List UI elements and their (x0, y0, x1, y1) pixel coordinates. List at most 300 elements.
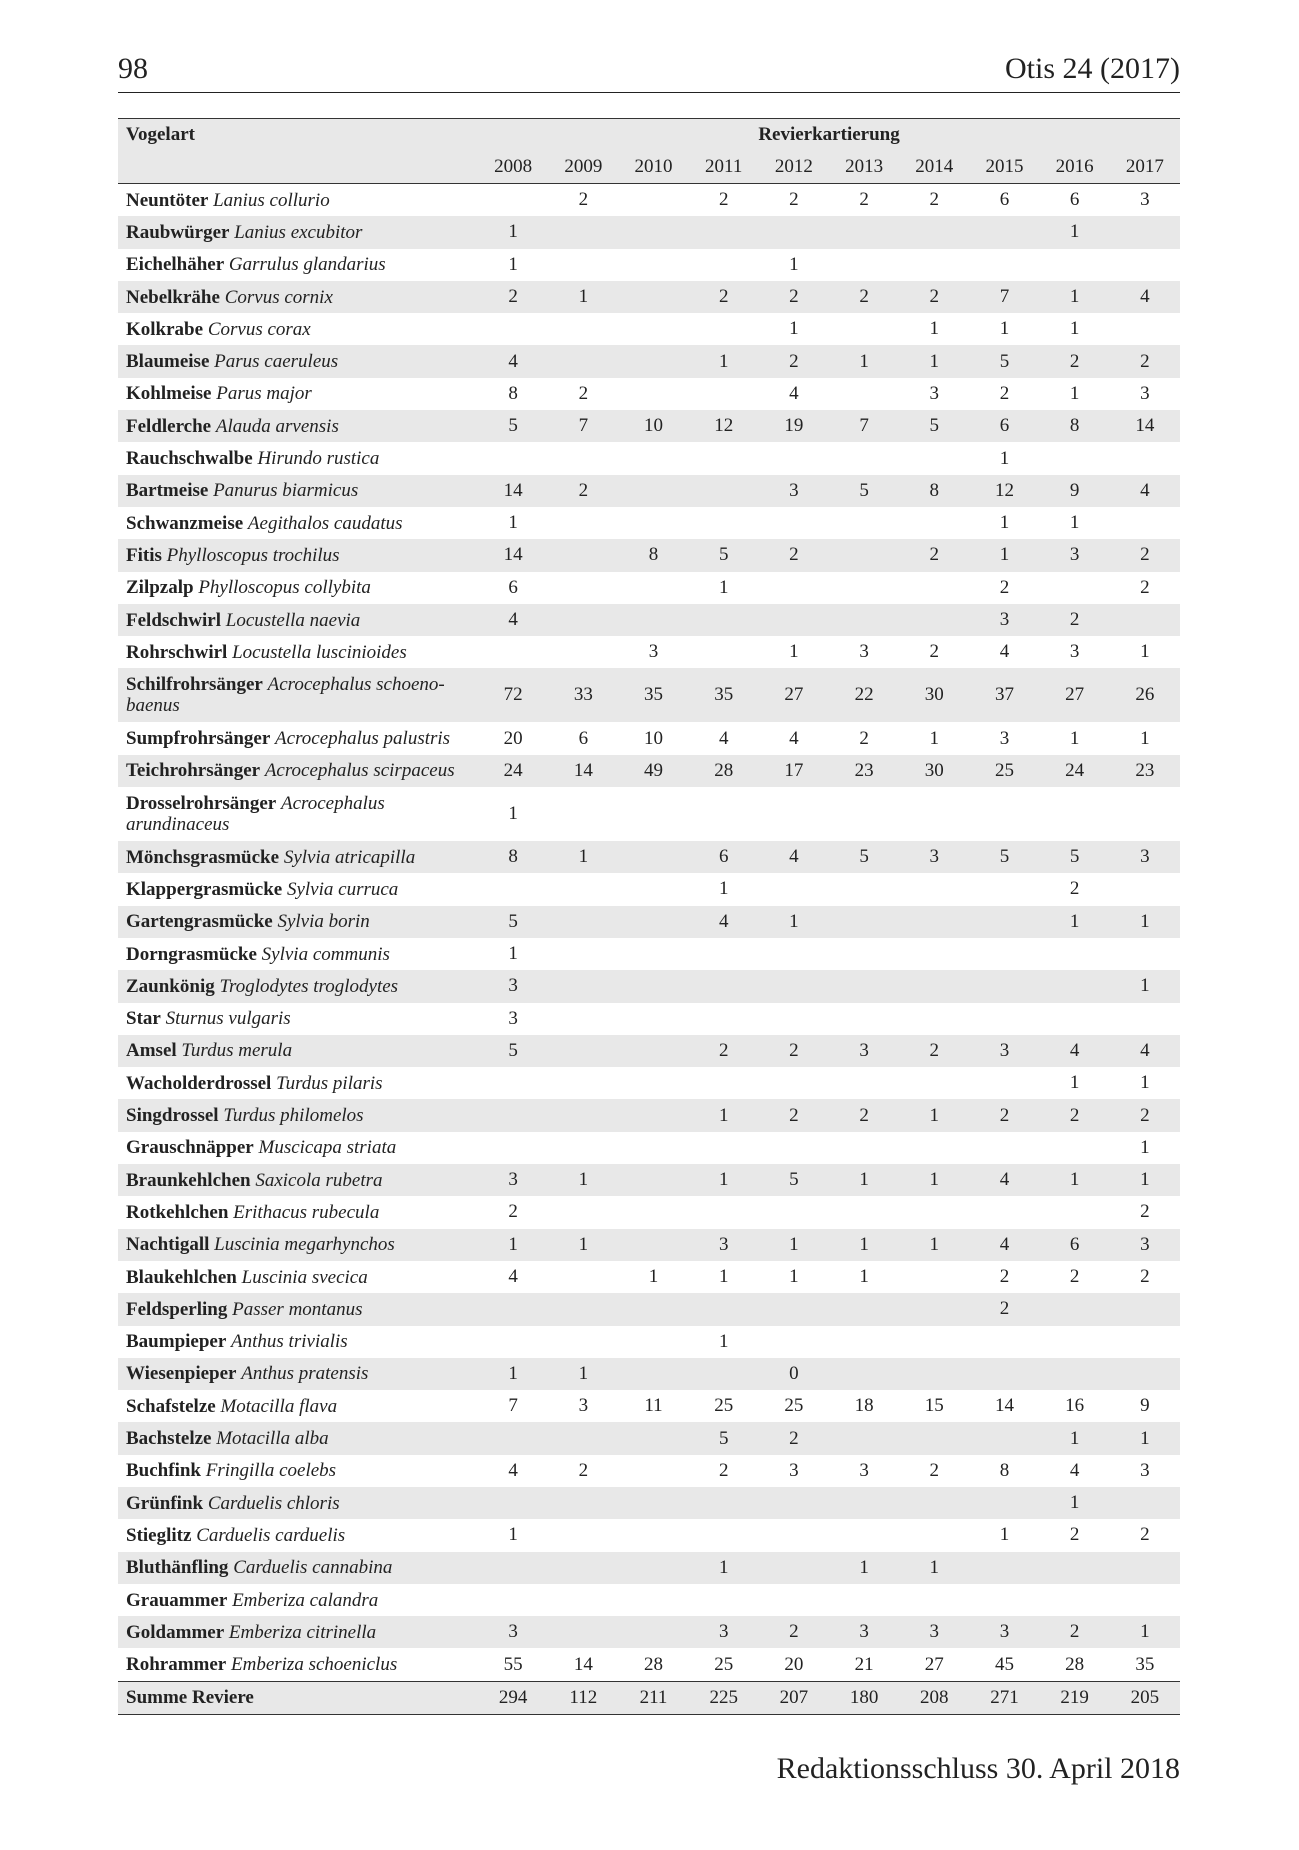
species-latin-name: Sylvia curruca (286, 878, 399, 900)
count-cell-2010 (618, 1164, 688, 1196)
count-cell-2009 (548, 906, 618, 938)
count-cell-2013 (829, 1067, 899, 1099)
species-cell (118, 1487, 478, 1519)
count-cell-2009: 1 (548, 1229, 618, 1261)
table-row (118, 1519, 1180, 1551)
count-cell-2009 (548, 507, 618, 539)
count-cell-2015: 3 (969, 1035, 1039, 1067)
count-cell-2017 (1110, 604, 1180, 636)
count-cell-2015 (969, 1552, 1039, 1584)
count-cell-2011: 25 (714, 1395, 734, 1417)
count-cell-2010: 49 (618, 755, 688, 787)
species-cell (118, 1164, 478, 1196)
count-cell-2012 (759, 1326, 829, 1358)
count-cell-2012: 5 (759, 1164, 829, 1196)
count-cell-2017 (1110, 313, 1180, 345)
count-cell-2009 (548, 1326, 618, 1358)
count-cell-2015: 1 (999, 1524, 1010, 1546)
count-cell-2008: 5 (478, 410, 548, 442)
count-cell-2010: 10 (644, 727, 663, 749)
count-cell-2011 (689, 1358, 759, 1390)
count-cell-2016 (1040, 1326, 1110, 1358)
count-cell-2009 (548, 970, 618, 1002)
count-cell-2017: 1 (1110, 906, 1180, 938)
count-cell-2015 (969, 1132, 1039, 1164)
count-cell-2017: 1 (1110, 1616, 1180, 1648)
count-cell-2010 (618, 345, 688, 377)
count-cell-2014: 5 (899, 410, 969, 442)
count-cell-2008: 4 (508, 1459, 518, 1481)
species-latin-name: Erithacus rubecula (233, 1201, 380, 1223)
species-latin-name: Passer montanus (232, 1298, 363, 1320)
count-cell-2009 (548, 572, 618, 604)
count-cell-2008: 3 (478, 1616, 548, 1648)
count-cell-2016: 1 (1069, 382, 1080, 404)
table-row (118, 787, 1180, 841)
sum-cell-2014: 208 (899, 1681, 969, 1714)
count-cell-2009: 1 (548, 1164, 618, 1196)
count-cell-2010 (618, 281, 688, 313)
count-cell-2016 (1040, 1132, 1110, 1164)
count-cell-2017: 1 (1110, 1422, 1180, 1454)
count-cell-2013 (829, 1326, 899, 1358)
count-cell-2008 (478, 636, 548, 668)
count-cell-2013 (829, 1584, 899, 1616)
count-cell-2012 (759, 604, 829, 636)
count-cell-2011: 12 (689, 410, 759, 442)
species-cell (118, 604, 478, 636)
species-latin-name: Motacilla alba (216, 1428, 329, 1450)
count-cell-2013: 23 (829, 755, 899, 787)
count-cell-2016: 1 (1069, 727, 1080, 749)
count-cell-2010 (618, 475, 688, 507)
count-cell-2010 (618, 572, 688, 604)
species-german-name: Grauschnäpper (126, 1137, 254, 1159)
count-cell-2008: 24 (478, 755, 548, 787)
table-row (118, 1293, 1180, 1325)
count-cell-2012: 2 (759, 1422, 829, 1454)
count-cell-2016 (1040, 1358, 1110, 1390)
species-german-name: Bluthänfling (126, 1557, 229, 1579)
species-german-name: Grauammer (126, 1589, 228, 1611)
count-cell-2015: 2 (969, 1293, 1039, 1325)
sum-cell-2016: 219 (1040, 1681, 1110, 1714)
count-cell-2010: 35 (618, 668, 688, 722)
table-row (118, 216, 1180, 248)
count-cell-2009: 3 (578, 1395, 589, 1417)
table-row (118, 970, 1180, 1002)
species-cell (118, 1584, 478, 1616)
count-cell-2016: 2 (1069, 1524, 1080, 1546)
count-cell-2008: 5 (478, 906, 548, 938)
count-cell-2012 (759, 1293, 829, 1325)
count-cell-2008 (478, 313, 548, 345)
count-cell-2014: 30 (899, 755, 969, 787)
count-cell-2011 (689, 787, 759, 841)
count-cell-2009 (548, 216, 618, 248)
species-cell (118, 873, 478, 905)
count-cell-2017: 1 (1110, 970, 1180, 1002)
table-row (118, 1003, 1180, 1035)
count-cell-2014 (899, 1132, 969, 1164)
count-cell-2010 (618, 1519, 688, 1551)
count-cell-2016: 1 (1069, 1072, 1080, 1094)
count-cell-2010 (618, 1487, 688, 1519)
table-row (118, 1099, 1180, 1131)
table-row (118, 410, 1180, 442)
count-cell-2014: 27 (924, 1653, 944, 1675)
table-row (118, 1455, 1180, 1487)
count-cell-2013 (829, 1196, 899, 1228)
count-cell-2015 (969, 873, 1039, 905)
count-cell-2015: 2 (999, 1266, 1010, 1288)
count-cell-2010 (618, 1293, 688, 1325)
count-cell-2015: 5 (969, 841, 1039, 873)
species-latin-name: Emberiza calandra (232, 1589, 379, 1611)
count-cell-2009 (548, 604, 618, 636)
species-latin-name: Parus caeruleus (214, 351, 339, 373)
count-cell-2015: 1 (969, 539, 1039, 571)
species-german-name: Schwanzmeise (126, 512, 244, 534)
species-german-name: Stieglitz (126, 1524, 192, 1546)
count-cell-2011 (689, 636, 759, 668)
species-latin-name: Lanius excubitor (234, 221, 363, 243)
count-cell-2008: 1 (478, 1358, 548, 1390)
count-cell-2008 (478, 1584, 548, 1616)
count-cell-2014 (899, 1261, 969, 1293)
count-cell-2016: 4 (1069, 1459, 1080, 1481)
count-cell-2016 (1040, 442, 1110, 474)
count-cell-2014: 1 (929, 727, 939, 749)
count-cell-2012: 19 (759, 410, 829, 442)
count-cell-2009 (548, 636, 618, 668)
count-cell-2016: 3 (1040, 539, 1110, 571)
species-latin-name: Saxicola rubetra (255, 1169, 383, 1191)
count-cell-2009 (548, 345, 618, 377)
count-cell-2011 (689, 604, 759, 636)
count-cell-2015 (969, 1003, 1039, 1035)
species-german-name: Mönchsgrasmücke (126, 846, 280, 868)
count-cell-2010: 11 (644, 1395, 663, 1417)
sum-cell-2009: 112 (548, 1681, 618, 1714)
count-cell-2014: 3 (929, 382, 939, 404)
count-cell-2014: 2 (929, 641, 939, 663)
count-cell-2011: 1 (718, 1330, 729, 1352)
count-cell-2012: 2 (759, 539, 829, 571)
count-cell-2011 (689, 378, 759, 410)
count-cell-2009: 7 (548, 410, 618, 442)
species-cell (118, 1648, 478, 1681)
species-cell (118, 1390, 478, 1422)
count-cell-2008: 72 (478, 668, 548, 722)
species-german-name: Rotkehlchen (126, 1201, 229, 1223)
species-cell (118, 938, 478, 970)
table-body (118, 184, 1180, 1682)
count-cell-2015 (969, 249, 1039, 281)
species-german-name: Rohrammer (126, 1654, 227, 1676)
count-cell-2016 (1040, 1552, 1110, 1584)
count-cell-2016: 1 (1040, 1164, 1110, 1196)
count-cell-2013: 21 (854, 1653, 874, 1675)
species-cell (118, 442, 478, 474)
count-cell-2017 (1110, 442, 1180, 474)
year-header-2015: 2015 (969, 151, 1039, 184)
species-latin-name: Alauda arvensis (215, 415, 339, 437)
count-cell-2015 (969, 1584, 1039, 1616)
count-cell-2016: 1 (1040, 906, 1110, 938)
count-cell-2013: 2 (829, 1099, 899, 1131)
year-header-2008: 2008 (478, 151, 548, 184)
count-cell-2012: 17 (759, 755, 829, 787)
table-row (118, 1196, 1180, 1228)
species-german-name: Kolkrabe (126, 318, 204, 340)
count-cell-2012: 2 (759, 1616, 829, 1648)
count-cell-2017 (1110, 507, 1180, 539)
species-latin-name: Acrocephalus (280, 793, 385, 815)
count-cell-2010 (618, 442, 688, 474)
count-cell-2016: 4 (1040, 1035, 1110, 1067)
table-row (118, 1132, 1180, 1164)
table-row (118, 1067, 1180, 1099)
count-cell-2016: 6 (1040, 1229, 1110, 1261)
count-cell-2015 (969, 970, 1039, 1002)
count-cell-2014: 1 (929, 318, 939, 340)
count-cell-2008: 4 (508, 1266, 518, 1288)
count-cell-2013 (829, 1422, 899, 1454)
species-cell (118, 1261, 478, 1293)
count-cell-2008: 14 (478, 539, 548, 571)
species-cell (118, 1229, 478, 1261)
count-cell-2008: 14 (478, 475, 548, 507)
count-cell-2013: 3 (859, 641, 869, 663)
count-cell-2013: 2 (859, 189, 869, 211)
species-cell (118, 216, 478, 248)
count-cell-2017 (1110, 1003, 1180, 1035)
count-cell-2013 (829, 1487, 899, 1519)
table-header-row (118, 119, 1180, 152)
count-cell-2014: 1 (899, 1099, 969, 1131)
count-cell-2010 (618, 841, 688, 873)
count-cell-2010 (618, 1455, 688, 1487)
count-cell-2016 (1040, 1584, 1110, 1616)
count-cell-2012 (759, 1132, 829, 1164)
count-cell-2010 (618, 249, 688, 281)
species-latin-name: Turdus merula (181, 1040, 293, 1062)
table-row (118, 1616, 1180, 1648)
count-cell-2011 (689, 1196, 759, 1228)
species-latin-name: Corvus corax (207, 318, 311, 340)
count-cell-2009 (548, 539, 618, 571)
count-cell-2012 (759, 1519, 829, 1551)
journal-title: Otis 24 (2017) (1005, 52, 1180, 85)
count-cell-2010 (618, 216, 688, 248)
count-cell-2015: 12 (969, 475, 1039, 507)
count-cell-2017: 35 (1135, 1653, 1155, 1675)
count-cell-2016 (1040, 970, 1110, 1002)
count-cell-2009 (548, 1293, 618, 1325)
count-cell-2012: 1 (789, 253, 799, 275)
count-cell-2009 (548, 1584, 618, 1616)
species-cell (118, 572, 478, 604)
count-cell-2011 (689, 313, 759, 345)
count-cell-2016: 2 (1069, 878, 1080, 900)
species-german-name: Rauchschwalbe (126, 448, 253, 470)
count-cell-2014 (899, 604, 969, 636)
count-cell-2008: 2 (478, 281, 548, 313)
species-latin-name: Carduelis cannabina (233, 1557, 393, 1579)
count-cell-2011: 3 (689, 1616, 759, 1648)
species-german-name: Zaunkönig (126, 975, 215, 997)
count-cell-2015 (969, 1422, 1039, 1454)
count-cell-2012: 4 (789, 382, 799, 404)
species-cell (118, 1132, 478, 1164)
count-cell-2008 (478, 1326, 548, 1358)
count-cell-2015: 6 (999, 189, 1010, 211)
count-cell-2012: 1 (789, 1266, 799, 1288)
count-cell-2016: 24 (1040, 755, 1110, 787)
count-cell-2013 (829, 1358, 899, 1390)
count-cell-2013: 1 (829, 345, 899, 377)
count-cell-2016: 1 (1069, 318, 1080, 340)
count-cell-2016: 28 (1065, 1653, 1085, 1675)
count-cell-2011: 1 (689, 1552, 759, 1584)
species-german-name: Grünfink (126, 1492, 204, 1514)
table-row (118, 475, 1180, 507)
count-cell-2015: 14 (994, 1395, 1014, 1417)
count-cell-2014 (899, 507, 969, 539)
count-cell-2011 (689, 216, 759, 248)
count-cell-2014 (899, 572, 969, 604)
count-cell-2008 (478, 1099, 548, 1131)
count-cell-2015 (969, 787, 1039, 841)
count-cell-2011 (689, 1584, 759, 1616)
count-cell-2009 (548, 1035, 618, 1067)
count-cell-2016: 2 (1040, 1099, 1110, 1131)
species-german-name: Bartmeise (126, 480, 209, 502)
count-cell-2013 (829, 313, 899, 345)
count-cell-2015: 6 (969, 410, 1039, 442)
count-cell-2015: 1 (999, 318, 1010, 340)
count-cell-2014: 8 (899, 475, 969, 507)
count-cell-2012 (759, 938, 829, 970)
count-cell-2015: 45 (994, 1653, 1014, 1675)
species-german-name: Wiesenpieper (126, 1363, 237, 1385)
count-cell-2009 (548, 1616, 618, 1648)
species-german-name: Kohlmeise (126, 383, 212, 405)
count-cell-2017: 2 (1110, 345, 1180, 377)
count-cell-2014 (899, 938, 969, 970)
count-cell-2016 (1040, 1293, 1110, 1325)
count-cell-2010 (618, 378, 688, 410)
count-cell-2014 (899, 1293, 969, 1325)
count-cell-2012: 3 (789, 1459, 799, 1481)
count-cell-2016: 1 (1040, 1422, 1110, 1454)
count-cell-2017: 1 (1140, 641, 1150, 663)
species-cell (118, 787, 478, 841)
count-cell-2015 (969, 938, 1039, 970)
count-cell-2015: 2 (999, 382, 1010, 404)
count-cell-2015: 4 (999, 641, 1010, 663)
count-cell-2017: 23 (1110, 755, 1180, 787)
count-cell-2017: 4 (1110, 1035, 1180, 1067)
count-cell-2009 (548, 1003, 618, 1035)
count-cell-2017: 2 (1140, 1201, 1150, 1223)
species-german-name: Drosselrohrsänger (126, 793, 277, 815)
species-latin-name: Emberiza citrinella (228, 1621, 377, 1643)
table-row (118, 938, 1180, 970)
count-cell-2016 (1040, 938, 1110, 970)
count-cell-2011: 1 (718, 878, 729, 900)
count-cell-2014: 2 (899, 281, 969, 313)
count-cell-2009 (548, 1067, 618, 1099)
table-row (118, 1648, 1180, 1681)
species-german-name: Klappergrasmücke (126, 878, 283, 900)
bird-territory-table (118, 118, 1180, 1715)
count-cell-2013 (829, 906, 899, 938)
count-cell-2010 (618, 1003, 688, 1035)
count-cell-2009: 1 (548, 1358, 618, 1390)
count-cell-2011 (689, 1003, 759, 1035)
count-cell-2009 (548, 1487, 618, 1519)
count-cell-2012: 27 (759, 668, 829, 722)
count-cell-2010: 1 (648, 1266, 659, 1288)
count-cell-2014: 3 (899, 1616, 969, 1648)
count-cell-2016: 1 (1040, 1487, 1110, 1519)
count-cell-2012: 2 (759, 1035, 829, 1067)
count-cell-2017 (1110, 1326, 1180, 1358)
year-header-2016: 2016 (1040, 151, 1110, 184)
count-cell-2017: 4 (1110, 281, 1180, 313)
count-cell-2013 (829, 938, 899, 970)
species-german-name: Teichrohrsänger (126, 760, 261, 782)
count-cell-2008: 1 (508, 803, 518, 825)
count-cell-2013: 3 (859, 1459, 869, 1481)
species-latin-name: Sylvia atricapilla (283, 846, 416, 868)
species-german-name: Goldammer (126, 1621, 225, 1643)
table-row (118, 636, 1180, 668)
count-cell-2016 (1040, 787, 1110, 841)
count-cell-2012 (759, 1487, 829, 1519)
count-cell-2012 (759, 1584, 829, 1616)
species-cell (118, 841, 478, 873)
count-cell-2017: 2 (1140, 1524, 1150, 1546)
count-cell-2008: 1 (508, 512, 518, 534)
count-cell-2012: 2 (759, 281, 829, 313)
table-row (118, 1390, 1180, 1422)
count-cell-2009: 1 (548, 841, 618, 873)
count-cell-2008: 3 (478, 970, 548, 1002)
count-cell-2017: 9 (1140, 1395, 1150, 1417)
count-cell-2017 (1110, 787, 1180, 841)
group-header-revierkartierung: Revierkartierung (478, 119, 1180, 152)
species-cell (118, 1455, 478, 1487)
table-row (118, 1584, 1180, 1616)
count-cell-2014 (899, 442, 969, 474)
count-cell-2008: 20 (503, 727, 523, 749)
table-row (118, 873, 1180, 905)
count-cell-2014: 2 (899, 539, 969, 571)
count-cell-2017: 2 (1110, 539, 1180, 571)
count-cell-2008: 1 (508, 253, 518, 275)
count-cell-2012 (759, 572, 829, 604)
count-cell-2011: 1 (718, 1266, 729, 1288)
table-row (118, 1164, 1180, 1196)
count-cell-2014 (899, 787, 969, 841)
count-cell-2017: 2 (1110, 1099, 1180, 1131)
count-cell-2013: 1 (829, 1164, 899, 1196)
count-cell-2010 (618, 1196, 688, 1228)
table-row (118, 1487, 1180, 1519)
